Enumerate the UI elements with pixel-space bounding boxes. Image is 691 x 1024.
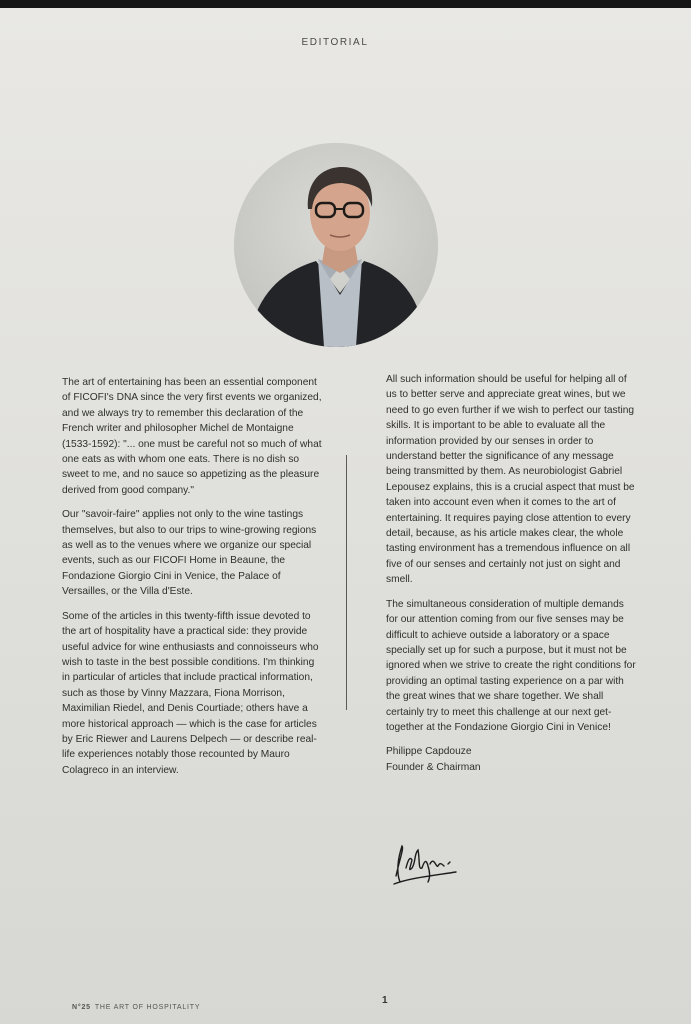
left-column: [62, 375, 322, 787]
handwritten-signature: [390, 838, 470, 888]
paragraph: The simultaneous consideration of multiple demands for our attention coming from our five senses may be difficult to achieve outside a laboratory or a space specially set up for such a purpose, but it must not be ignored when we strive to create the right conditions for providing an optimal tasting experience on a par with the great wines that we share together. We shall certainly try to meet this challenge at our next get-together at the Fondazione Giorgio Cini in Venice!: [386, 598, 636, 733]
author-portrait: [234, 143, 438, 347]
paragraph: Some of the articles in this twenty-fifth issue devoted to the art of hospitality have a practical side: they provide useful advice for wine enthusiasts and connoisseurs who wish to taste in the best possible conditions. I'm thinking in particular of articles that include practical information, such as those by Vinny Mazzara, Fiona Morrison, Maximilian Riedel, and Denis Courtiade; others have a more historical approach — which is the case for articles by Eric Riewer and Laurens Delpech — or describe real-life experiences notably those recounted by Mauro Colagreco in an interview.: [62, 610, 319, 776]
section-label: EDITORIAL: [301, 37, 369, 48]
publication-name: THE ART OF HOSPITALITY: [94, 1004, 201, 1011]
paragraph: Our "savoir-faire" applies not only to the wine tastings themselves, but also to our trips to wine-growing regions as well as to the venues where we organize our special events, such as our FICOFI Home in Beaune, the Fondazione Giorgio Cini in Venice, the Palace of Versailles, or the Villa d'Este.: [62, 509, 317, 598]
paragraph: The art of entertaining has been an essential component of FICOFI's DNA since the very first events we organized, and we always try to remember this declaration of the French writer and philosopher Michel de Montaigne (1533-1592): "... one must be careful not so much of what one eats as with whom one eats. There is no dish so sweet to me, and no sauce so appetizing as the pleasure derived from good company.": [62, 377, 322, 496]
column-divider: [346, 455, 347, 710]
footer-issue: [72, 1004, 200, 1011]
paragraph: All such information should be useful for helping all of us to better serve and appreciate great wines, but we need to go even further if we wish to perfect our tasting skills. It is important to be able to evaluate all the information provided by our senses in order to understand better the significance of any message being transmitted by them. As neurobiologist Gabriel Lepousez explains, this is a crucial aspect that must be taken into account even when it comes to the art of entertaining. It requires paying close attention to every detail, because, as his article makes clear, the whole tasting environment has a tremendous influence on all five of our senses and certainly not just on sight and smell.: [386, 374, 635, 586]
page-edge-shadow: [0, 0, 691, 8]
page-number: 1: [382, 995, 388, 1006]
author-title: Founder & Chairman: [386, 761, 481, 773]
right-column: [386, 372, 636, 775]
portrait-illustration: [234, 143, 438, 347]
author-name: Philippe Capdouze: [386, 746, 472, 758]
signature-block: [386, 744, 636, 775]
issue-number: N°25: [72, 1004, 91, 1011]
